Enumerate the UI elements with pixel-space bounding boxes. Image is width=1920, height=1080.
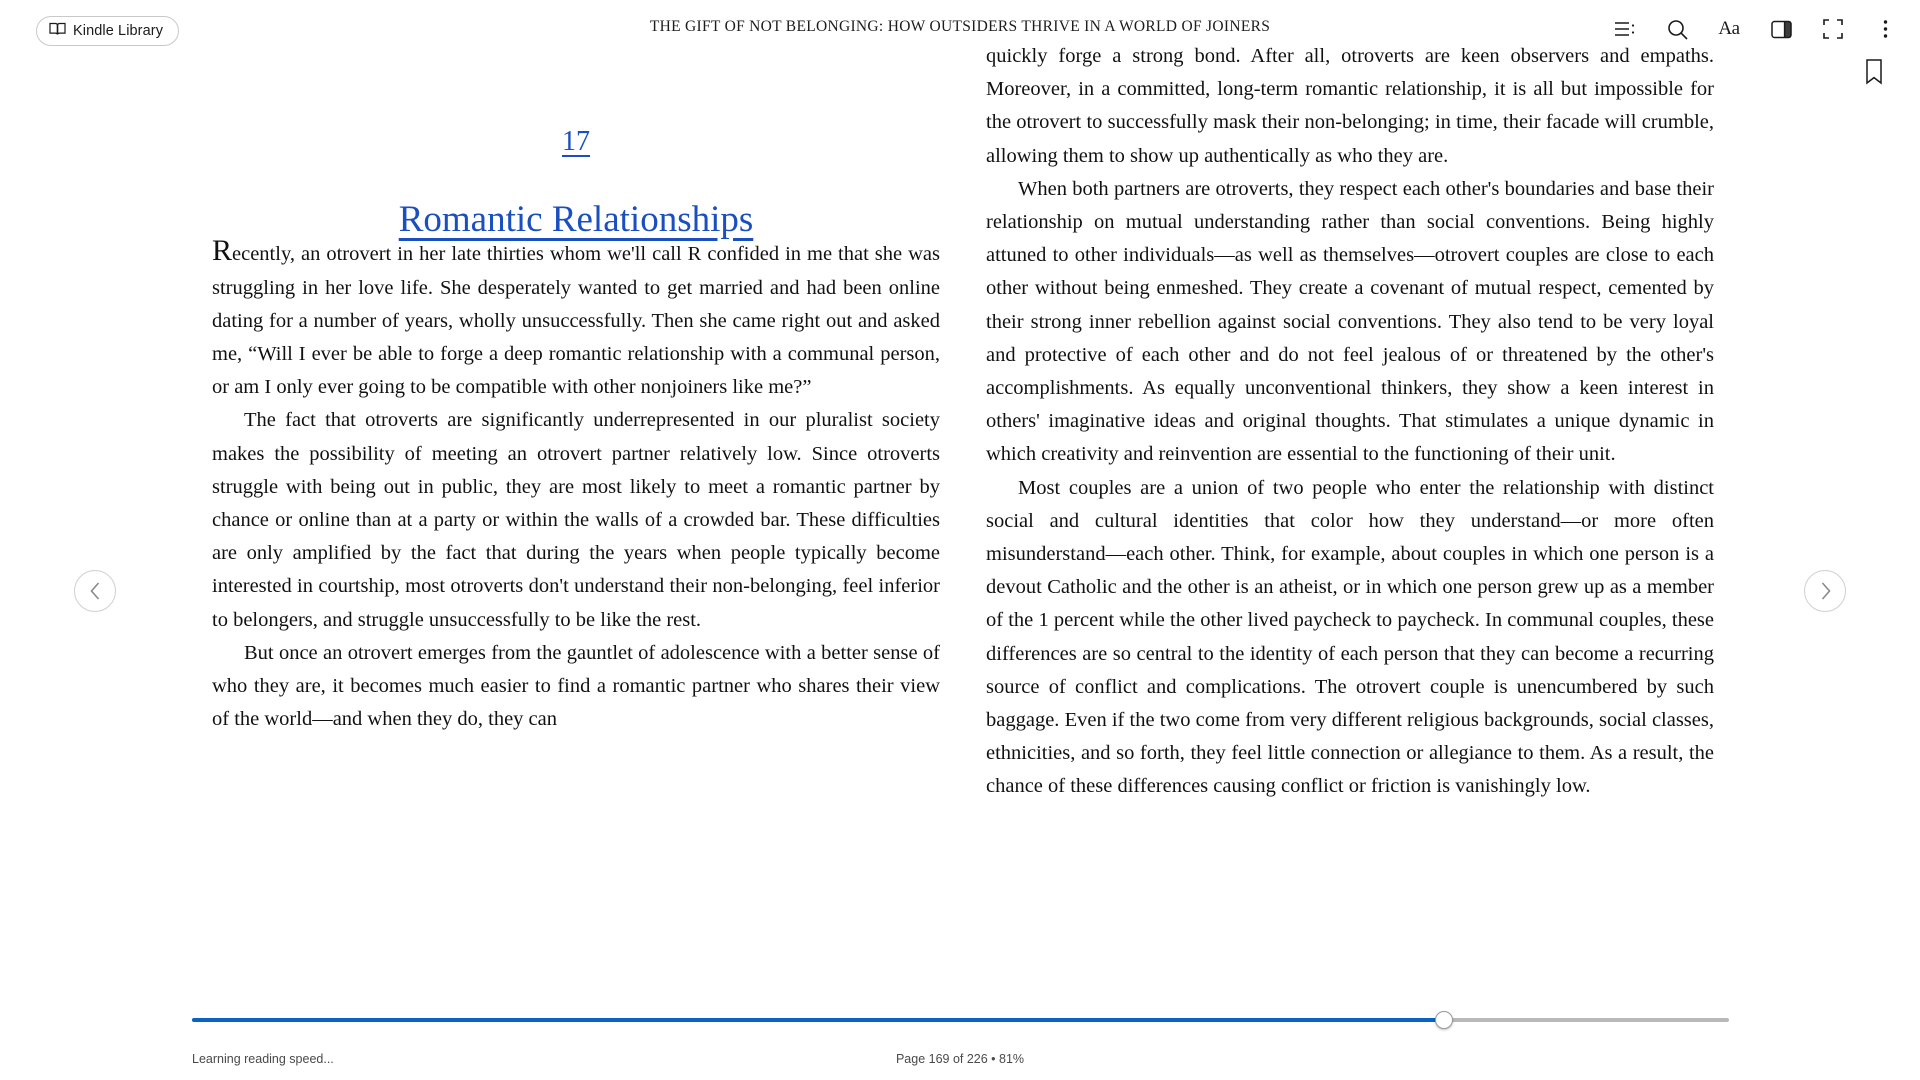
left-page-column	[212, 40, 940, 736]
paragraph: Most couples are a union of two people who enter the relationship with distinct social and cultural identities that color how they understand—or more often misunderstand—each other. Think, for example, about couples in which one person is a devout Catholic and the other is an atheist, or in which one person grew up as a member of the 1 percent while the other lived paycheck to paycheck. In communal couples, these differences are so central to the identity of each person that they can become a recurring source of conflict and complications. The otrovert couple is unencumbered by such baggage. Even if the two come from very different religious backgrounds, social classes, ethnicities, and so forth, they feel little connection or allegiance to them. As a result, the chance of these differences causing conflict or friction is vanishingly low.	[986, 476, 1714, 798]
progress-thumb[interactable]	[1435, 1011, 1453, 1029]
progress-fill	[192, 1018, 1445, 1022]
kindle-library-label: Kindle Library	[73, 23, 164, 39]
paragraph: When both partners are otroverts, they respect each other's boundaries and base their relationship on mutual understanding rather than social conventions. Being highly attuned to other individuals—as well as themselves—otrovert couples are close to each other without being enmeshed. They create a covenant of mutual respect, cemented by their strong inner rebellion against social conventions. They also tend to be very loyal and protective of each other and do not feel jealous of or threatened by the other's accomplishments. As equally unconventional thinkers, they show a keen interest in others' imaginative ideas and original thoughts. That stimulates a unique dynamic in which creativity and reinvention are essential to the functioning of their unit.	[986, 177, 1714, 466]
paragraph: quickly forge a strong bond. After all, otroverts are keen observers and empaths. Moreover, in a committed, long-term romantic relationship, it is all but impossible for the otrovert to successfully mask their non-belonging; in time, their facade will crumble, allowing them to show up authentically as who they are.	[986, 45, 1714, 167]
paragraph: Recently, an otrovert in her late thirties whom we'll call R confided in me that she was struggling in her love life. She desperately wanted to get married and had been online dating for a number of years, wholly unsuccessfully. Then she came right out and asked me, “Will I ever be able to forge a deep romantic relationship with a communal person, or am I only ever going to be compatible with other nonjoiners like me?”	[212, 234, 940, 399]
next-page-button[interactable]	[1804, 570, 1846, 612]
fullscreen-icon[interactable]	[1820, 16, 1846, 42]
font-size-icon[interactable]	[1716, 16, 1742, 42]
page-content-area	[0, 40, 1920, 1000]
paragraph: The fact that otroverts are significantly underrepresented in our pluralist society makes the possibility of meeting an otrovert partner relatively low. Since otroverts struggle with being out in public, they are most likely to meet a romantic partner by chance or online than at a party or within the walls of a crowded bar. These difficulties are only amplified by the fact that during the years when people typically become interested in courtship, most otroverts don't understand their non-belonging, feel inferior to belongers, and struggle unsuccessfully to be like the rest.	[212, 409, 940, 631]
chapter-title: Romantic Relationships	[398, 199, 754, 241]
right-page-column	[986, 40, 1714, 804]
reading-speed-status: Learning reading speed...	[192, 1052, 334, 1066]
reading-layout-icon[interactable]	[1768, 16, 1794, 42]
page-location-label: Page 169 of 226 • 81%	[895, 1052, 1025, 1066]
reading-progress-slider[interactable]	[192, 1012, 1729, 1028]
more-options-icon[interactable]	[1872, 16, 1898, 42]
previous-page-button[interactable]	[74, 570, 116, 612]
book-icon	[49, 22, 66, 40]
search-icon[interactable]	[1664, 16, 1690, 42]
drop-cap: R	[212, 234, 233, 268]
chapter-number: 17	[562, 126, 590, 157]
book-title: THE GIFT OF NOT BELONGING: HOW OUTSIDERS THRIVE IN A WORLD OF JOINERS	[649, 18, 1271, 35]
paragraph: But once an otrovert emerges from the gauntlet of adolescence with a better sense of who they are, it becomes much easier to find a romantic partner who shares their view of the world—and when they do, they can	[212, 641, 940, 731]
font-size-label: Aa	[1718, 18, 1740, 39]
table-of-contents-icon[interactable]	[1612, 16, 1638, 42]
